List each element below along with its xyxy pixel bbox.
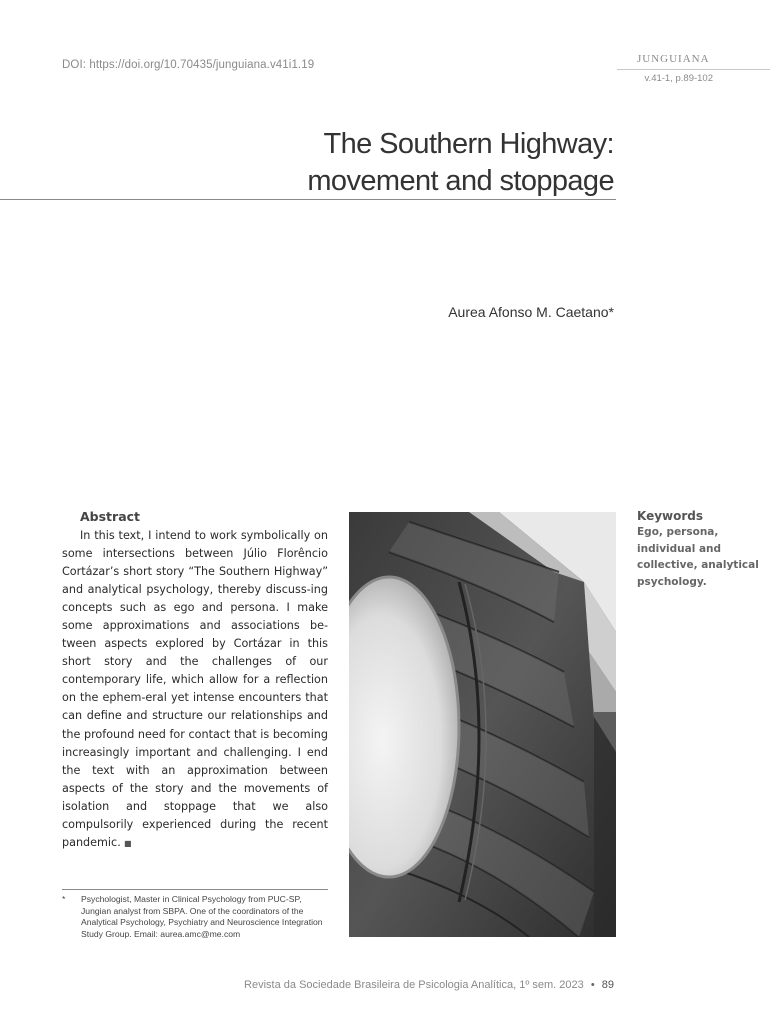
- abstract-section: [62, 509, 328, 853]
- journal-divider: [617, 69, 770, 70]
- abstract-body: [62, 527, 328, 853]
- spiral-staircase-photo: [349, 512, 616, 937]
- footer-bullet: •: [590, 979, 595, 991]
- abstract-heading: Abstract: [80, 509, 141, 524]
- page-number: 89: [601, 979, 614, 991]
- keywords-list: Ego, persona, individual and collective, analytical psychology.: [637, 526, 759, 588]
- title-divider: [0, 199, 616, 200]
- keywords-heading: Keywords: [637, 509, 704, 523]
- title-line-2: movement and stoppage: [307, 165, 614, 197]
- author-footnote: [62, 894, 330, 940]
- footnote-text: Psychologist, Master in Clinical Psychology from PUC-SP, Jungian analyst from SBPA. One of the coordinators of the Analytical Psychology, Psychiatry and Neuroscience Integration Study Group. Email: aurea.amc@me.com: [81, 894, 323, 939]
- author-name: Aurea Afonso M. Caetano*: [448, 304, 614, 320]
- doi-link[interactable]: DOI: https://doi.org/10.70435/junguiana.v41i1.19: [62, 59, 315, 71]
- article-title: [307, 126, 614, 200]
- title-line-1: The Southern Highway:: [323, 128, 614, 160]
- page-footer: [244, 979, 614, 991]
- journal-name: JUNGUIANA: [637, 53, 710, 65]
- footnote-divider: [62, 889, 328, 890]
- end-mark: ■: [124, 838, 132, 848]
- journal-citation: Revista da Sociedade Brasileira de Psicologia Analítica, 1º sem. 2023: [244, 979, 584, 991]
- footnote-mark: *: [62, 894, 66, 904]
- abstract-text: In this text, I intend to work symbolically on some intersections between Júlio Florêncio Cortázar’s short story “The Southern Highway” and analytical psychology, thereby discuss-ing concepts such as ego and persona. I make some approximations and associations be-tween aspects explored by Cortázar in this short story and the challenges of our contemporary life, which allow for a reflection on the ephem-eral yet intense encounters that can define and structure our relationships and the profound need for contact that is becoming increasingly important and challenging. I end the text with an approximation between aspects of the story and the movements of isolation and stoppage that we also compulsorily experienced during the recent pandemic.: [62, 529, 328, 849]
- volume-pages: v.41-1, p.89-102: [644, 73, 713, 84]
- keywords-section: [637, 509, 762, 590]
